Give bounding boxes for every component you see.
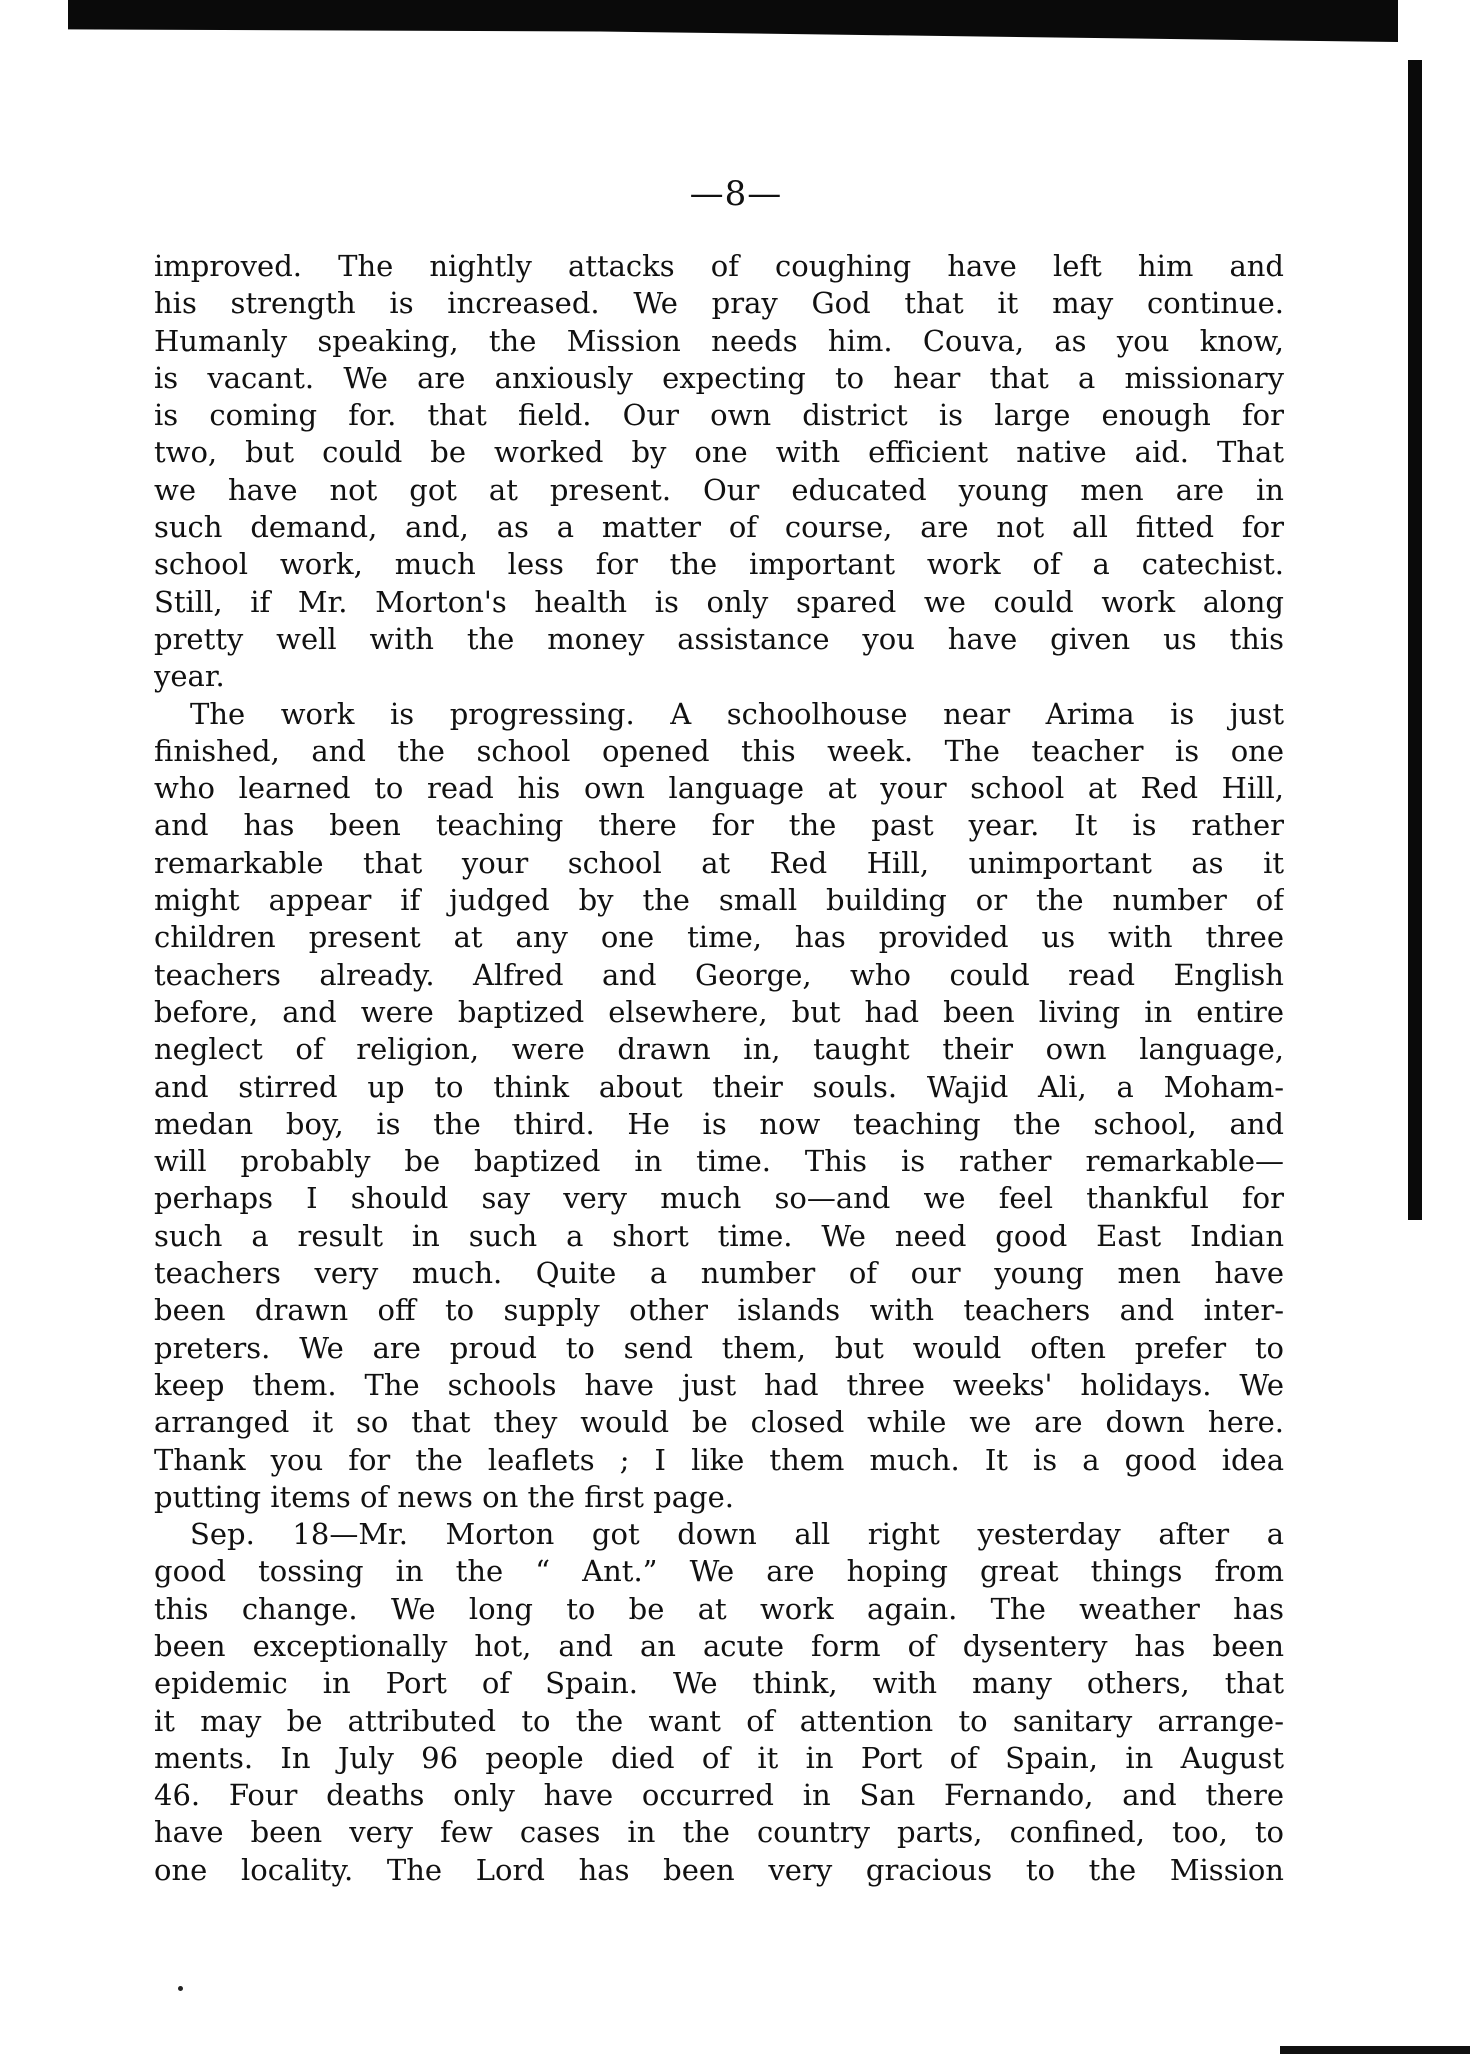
text-line: improved. The nightly attacks of coughing have left him and xyxy=(154,249,1284,283)
text-line: The work is progressing. A schoolhouse near Arima is just xyxy=(190,696,1284,731)
text-line: might appear if judged by the small building or the number of xyxy=(154,883,1284,918)
text-line: pretty well with the money assistance you have given us this xyxy=(154,621,1284,656)
text-line: Still, if Mr. Morton's health is only spared we could work along xyxy=(154,584,1284,619)
text-line: 46. Four deaths only have occurred in San Fernando, and there xyxy=(154,1778,1284,1813)
text-line: his strength is increased. We pray God that it may continue. xyxy=(154,286,1284,321)
text-line: it may be attributed to the want of attention to sanitary arrange- xyxy=(154,1703,1284,1738)
text-line: medan boy, is the third. He is now teaching the school, and xyxy=(154,1106,1284,1141)
text-line: is coming for. that field. Our own district is large enough for xyxy=(154,398,1284,433)
text-line: teachers very much. Quite a number of our young men have xyxy=(154,1256,1284,1291)
text-line: keep them. The schools have just had three weeks' holidays. We xyxy=(154,1367,1284,1402)
text-line: and has been teaching there for the past year. It is rather xyxy=(154,808,1284,843)
text-line: children present at any one time, has provided us with three xyxy=(154,920,1284,955)
text-line: neglect of religion, were drawn in, taught their own language, xyxy=(154,1032,1284,1067)
page-number: —8— xyxy=(689,174,783,214)
text-line: such a result in such a short time. We need good East Indian xyxy=(154,1218,1284,1253)
text-line: one locality. The Lord has been very gracious to the Mission xyxy=(154,1852,1284,1887)
scan-edge-bottom xyxy=(1280,2046,1470,2054)
text-line: Humanly speaking, the Mission needs him. Couva, as you know, xyxy=(154,323,1284,358)
scan-edge-right xyxy=(1408,60,1422,1220)
text-line: been drawn off to supply other islands with teachers and inter- xyxy=(154,1293,1284,1328)
text-line: putting items of news on the first page. xyxy=(154,1479,734,1514)
text-line: have been very few cases in the country parts, confined, too, to xyxy=(154,1815,1284,1850)
text-line: before, and were baptized elsewhere, but had been living in entire xyxy=(154,994,1284,1029)
text-line: arranged it so that they would be closed while we are down here. xyxy=(154,1405,1284,1440)
text-line: preters. We are proud to send them, but would often prefer to xyxy=(154,1330,1284,1365)
body-text xyxy=(154,248,1284,1889)
text-line: teachers already. Alfred and George, who could read English xyxy=(154,957,1284,992)
text-line: finished, and the school opened this week. The teacher is one xyxy=(154,733,1284,768)
text-line: will probably be baptized in time. This is rather remarkable— xyxy=(154,1144,1284,1179)
text-line: year. xyxy=(154,659,225,694)
text-line: such demand, and, as a matter of course, are not all fitted for xyxy=(154,510,1284,545)
ink-speck xyxy=(178,1986,183,1991)
text-line: this change. We long to be at work again. The weather has xyxy=(154,1591,1284,1626)
text-line: we have not got at present. Our educated young men are in xyxy=(154,472,1284,507)
text-line: Thank you for the leaflets ; I like them much. It is a good idea xyxy=(154,1442,1284,1477)
text-line: is vacant. We are anxiously expecting to hear that a missionary xyxy=(154,360,1284,395)
text-line: school work, much less for the important work of a catechist. xyxy=(154,547,1284,582)
text-line: and stirred up to think about their souls. Wajid Ali, a Moham- xyxy=(154,1069,1284,1104)
scan-edge-top xyxy=(68,0,1398,42)
text-line: good tossing in the “ Ant.” We are hoping great things from xyxy=(154,1554,1284,1589)
text-line: ments. In July 96 people died of it in Port of Spain, in August xyxy=(154,1740,1284,1775)
text-line: been exceptionally hot, and an acute form of dysentery has been xyxy=(154,1628,1284,1663)
text-line: two, but could be worked by one with efficient native aid. That xyxy=(154,435,1284,470)
text-line: Sep. 18—Mr. Morton got down all right yesterday after a xyxy=(190,1517,1284,1552)
text-line: epidemic in Port of Spain. We think, with many others, that xyxy=(154,1666,1284,1701)
text-line: perhaps I should say very much so—and we feel thankful for xyxy=(154,1181,1284,1216)
text-line: who learned to read his own language at your school at Red Hill, xyxy=(154,771,1284,806)
text-line: remarkable that your school at Red Hill, unimportant as it xyxy=(154,845,1284,880)
